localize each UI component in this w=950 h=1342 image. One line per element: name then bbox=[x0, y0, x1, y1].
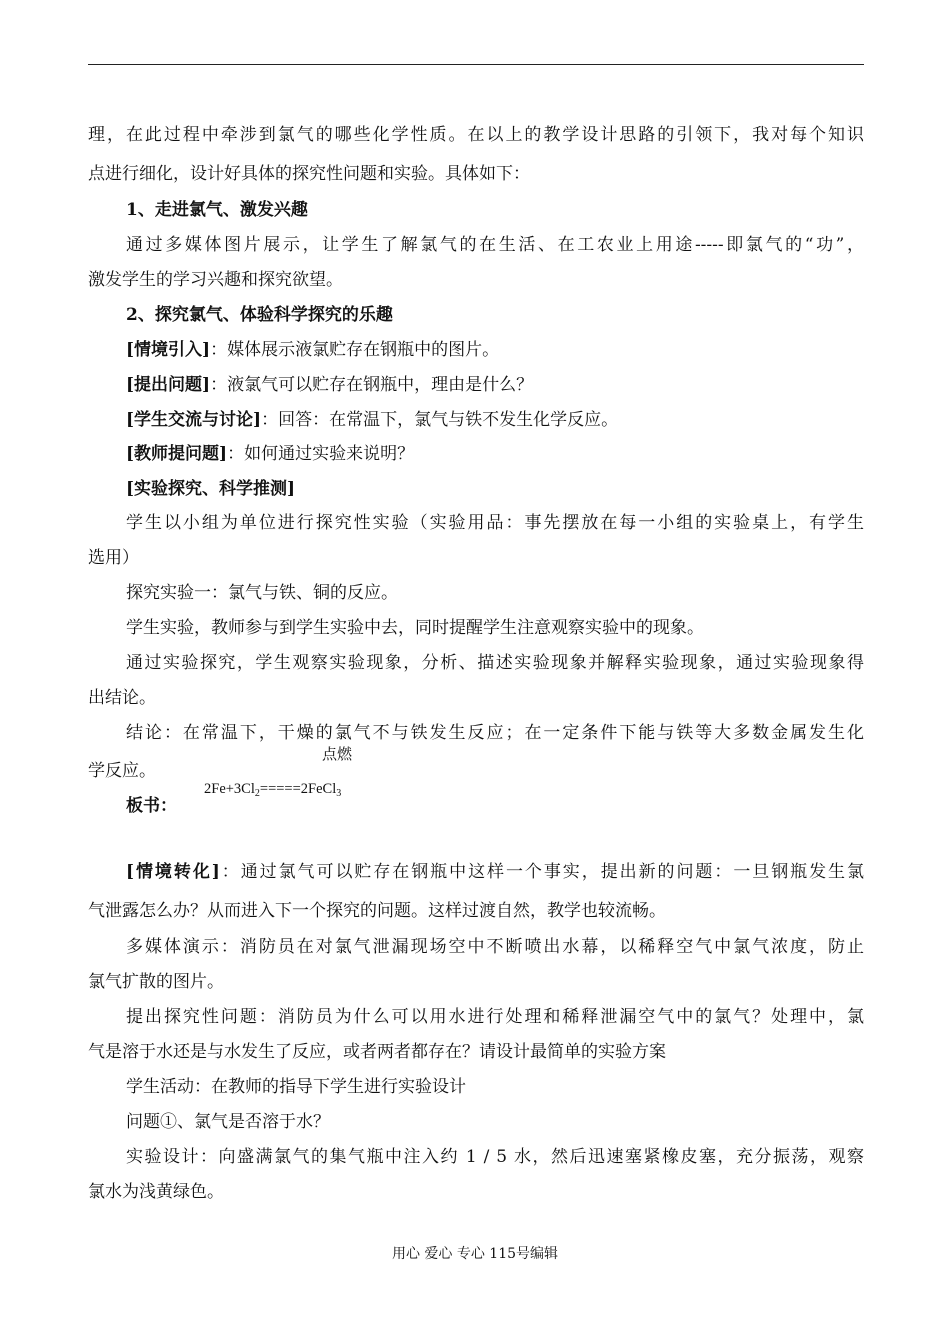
paragraph-line: 问题①、氯气是否溶于水？ bbox=[126, 1112, 330, 1132]
equation-left: 2Fe+3Cl bbox=[204, 781, 255, 797]
bracket-label: [情境转化] bbox=[126, 862, 220, 882]
page-footer: 用心 爱心 专心 115号编辑 bbox=[391, 1246, 559, 1262]
paragraph-line bbox=[126, 444, 864, 464]
bracket-label: [学生交流与讨论] bbox=[126, 410, 262, 430]
reaction-condition: 点燃 bbox=[322, 745, 353, 763]
line-text: ：液氯气可以贮存在钢瓶中，理由是什么？ bbox=[210, 375, 534, 395]
bracket-label: [情境引入] bbox=[126, 340, 211, 360]
subscript: 3 bbox=[336, 788, 342, 799]
paragraph-line: 选用） bbox=[88, 548, 139, 568]
line-text: ：如何通过实验来说明？ bbox=[227, 444, 415, 464]
paragraph-line bbox=[126, 862, 864, 882]
bracket-label: [教师提问题] bbox=[126, 444, 228, 464]
paragraph-line: 提出探究性问题：消防员为什么可以用水进行处理和稀释泄漏空气中的氯气？处理中，氯 bbox=[126, 1007, 864, 1027]
equation-arrow: ===== bbox=[259, 781, 301, 797]
paragraph-line: 出结论。 bbox=[88, 688, 156, 708]
paragraph-line: 气是溶于水还是与水发生了反应，或者两者都存在？请设计最简单的实验方案 bbox=[88, 1042, 666, 1062]
equation-right: 2FeCl bbox=[300, 781, 337, 797]
paragraph-line: 激发学生的学习兴趣和探究欲望。 bbox=[88, 270, 343, 290]
paragraph-line: 学生实验，教师参与到学生实验中去，同时提醒学生注意观察实验中的现象。 bbox=[126, 618, 704, 638]
bracket-label: [提出问题] bbox=[126, 375, 211, 395]
header-rule bbox=[88, 64, 864, 65]
paragraph-line: 结论：在常温下，干燥的氯气不与铁发生反应；在一定条件下能与铁等大多数金属发生化 bbox=[126, 723, 864, 743]
paragraph-line bbox=[126, 340, 864, 360]
paragraph-line: 气泄露怎么办？从而进入下一个探究的问题。这样过渡自然，教学也较流畅。 bbox=[88, 901, 666, 921]
paragraph-line: 实验设计：向盛满氯气的集气瓶中注入约 1 / 5 水，然后迅速塞紧橡皮塞，充分振荡，观察 bbox=[126, 1147, 864, 1167]
line-text: ：通过氯气可以贮存在钢瓶中这样一个事实，提出新的问题：一旦钢瓶发生氯 bbox=[219, 862, 865, 882]
paragraph-line bbox=[126, 375, 864, 395]
line-text: ：媒体展示液氯贮存在钢瓶中的图片。 bbox=[210, 340, 500, 360]
paragraph-line: 多媒体演示：消防员在对氯气泄漏现场空中不断喷出水幕，以稀释空气中氯气浓度，防止 bbox=[126, 937, 864, 957]
paragraph-line: 点进行细化，设计好具体的探究性问题和实验。具体如下： bbox=[88, 164, 530, 184]
section-heading: 2、探究氯气、体验科学探究的乐趣 bbox=[126, 305, 393, 325]
paragraph-line: 通过实验探究，学生观察实验现象，分析、描述实验现象并解释实验现象，通过实验现象得 bbox=[126, 653, 864, 673]
paragraph-line: 理，在此过程中牵涉到氯气的哪些化学性质。在以上的教学设计思路的引领下，我对每个知识 bbox=[88, 125, 864, 145]
paragraph-line: 通过多媒体图片展示，让学生了解氯气的在生活、在工农业上用途-----即氯气的“功”， bbox=[126, 235, 864, 255]
paragraph-line: 探究实验一：氯气与铁、铜的反应。 bbox=[126, 583, 398, 603]
line-text: ：回答：在常温下，氯气与铁不发生化学反应。 bbox=[261, 410, 619, 430]
paragraph-line: 氯气扩散的图片。 bbox=[88, 972, 224, 992]
bracket-label: [实验探究、科学推测] bbox=[126, 479, 296, 499]
paragraph-line: 氯水为浅黄绿色。 bbox=[88, 1182, 224, 1202]
paragraph-line: 学生以小组为单位进行探究性实验（实验用品：事先摆放在每一小组的实验桌上，有学生 bbox=[126, 513, 864, 533]
blackboard-label: 板书： bbox=[126, 796, 177, 816]
section-heading: 1、走进氯气、激发兴趣 bbox=[126, 200, 308, 220]
subscript: 2 bbox=[254, 788, 260, 799]
paragraph-line bbox=[126, 410, 864, 430]
paragraph-line: 学生活动：在教师的指导下学生进行实验设计 bbox=[126, 1077, 466, 1097]
paragraph-line: 学反应。 bbox=[88, 761, 156, 781]
